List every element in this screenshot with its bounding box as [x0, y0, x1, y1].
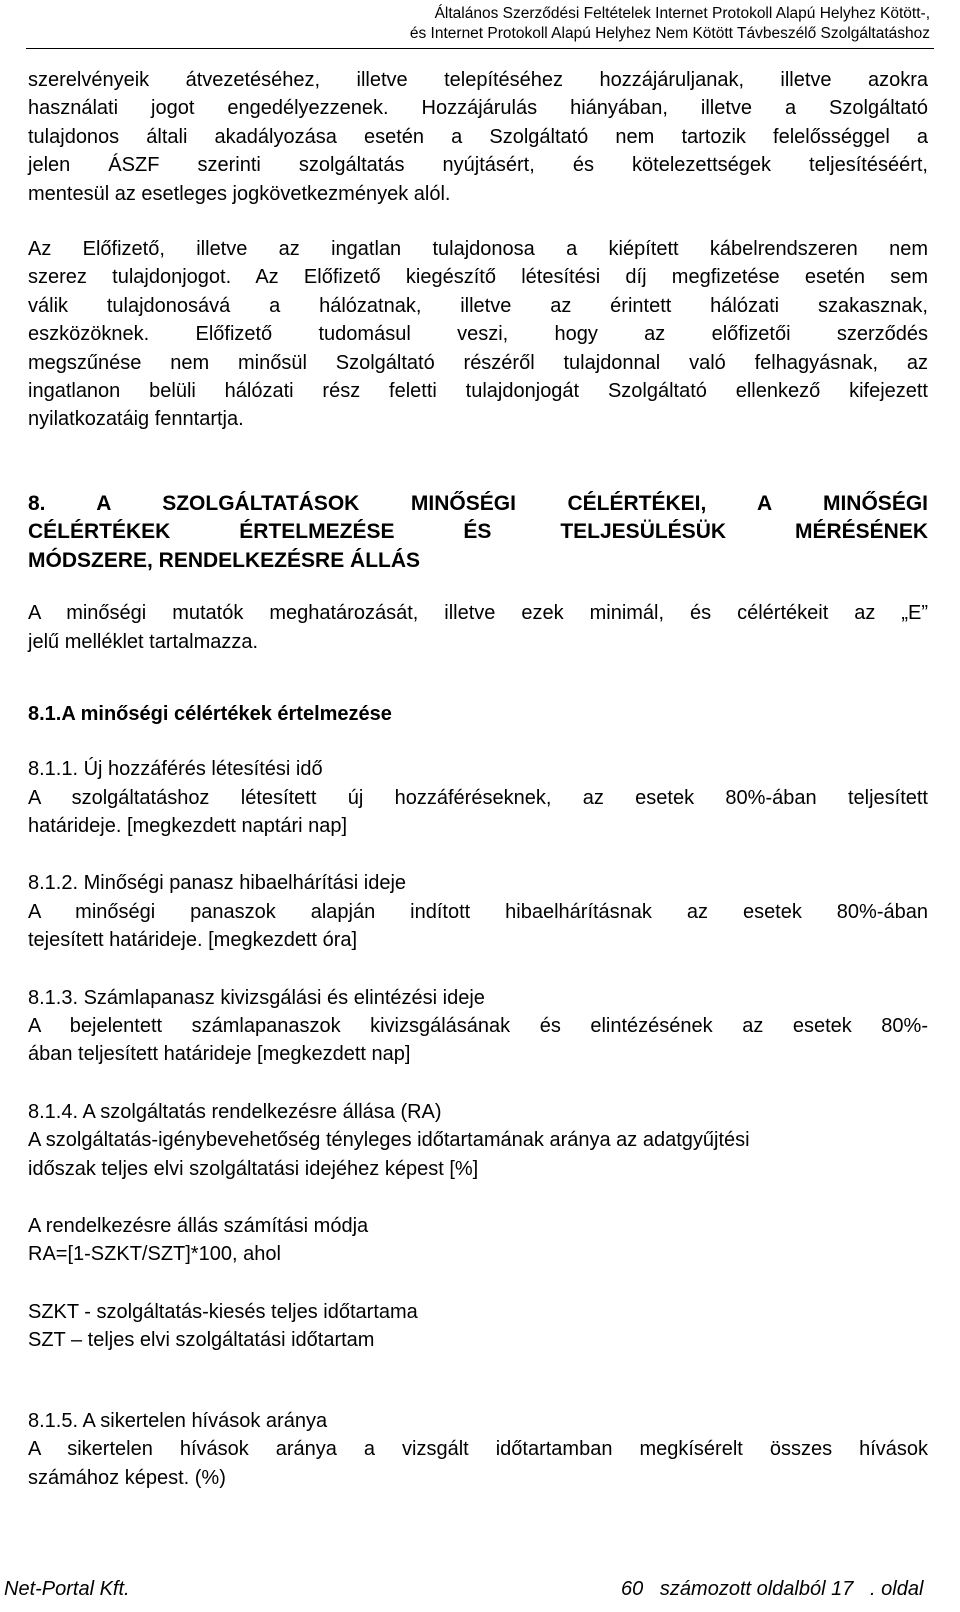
section-8-1-heading: 8.1.A minőségi célértékek értelmezése: [28, 703, 392, 726]
item-8-1-2: [28, 869, 928, 954]
header-divider: [26, 48, 934, 49]
text-line: szerez tulajdonjogot. Az Előfizető kiegészítő létesítési díj megfizetése esetén sem: [28, 266, 928, 289]
text-line: A sikertelen hívások aránya a vizsgált időtartamban megkísérelt összes hívások: [28, 1438, 928, 1461]
item-8-1-1: [28, 755, 928, 840]
item-8-1-3: [28, 984, 928, 1069]
calc-formula: RA=[1-SZKT/SZT]*100, ahol: [28, 1243, 281, 1266]
footer-page-number: 60 számozott oldalból 17 . oldal: [621, 1578, 924, 1600]
item-8-1-4: [28, 1098, 928, 1183]
header-line-1: Általános Szerződési Feltételek Internet Protokoll Alapú Helyhez Kötött-,: [434, 5, 930, 22]
text-line: tejesített határideje. [megkezdett óra]: [28, 929, 358, 952]
text-line: A minőségi panaszok alapján indított hibaelhárításnak az esetek 80%-ában: [28, 900, 928, 923]
text-line: jelű melléklet tartalmazza.: [28, 630, 259, 653]
text-line: A minőségi mutatók meghatározását, illetve ezek minimál, és célértékeit az „E”: [28, 602, 928, 625]
text-line: használati jogot engedélyezzenek. Hozzájárulás hiányában, illetve a Szolgáltató: [28, 97, 928, 120]
text-line: tulajdonos általi akadályozása esetén a Szolgáltató nem tartozik felelősséggel a: [28, 125, 928, 148]
item-title: 8.1.5. A sikertelen hívások aránya: [28, 1409, 328, 1432]
item-title: 8.1.3. Számlapanasz kivizsgálási és elintézési ideje: [28, 986, 485, 1009]
heading-line: 8. A SZOLGÁLTATÁSOK MINŐSÉGI CÉLÉRTÉKEI, A MINŐSÉGI: [28, 491, 928, 515]
item-text: [28, 1435, 928, 1492]
item-title: 8.1.1. Új hozzáférés létesítési idő: [28, 758, 323, 781]
heading-line: MÓDSZERE, RENDELKEZÉSRE ÁLLÁS: [28, 548, 421, 572]
item-title: 8.1.2. Minőségi panasz hibaelhárítási ideje: [28, 872, 407, 895]
text-line: Az Előfizető, illetve az ingatlan tulajdonosa a kiépített kábelrendszeren nem: [28, 238, 928, 261]
item-8-1-5: [28, 1407, 928, 1492]
text-line: határideje. [megkezdett naptári nap]: [28, 815, 348, 837]
item-text: [28, 1012, 928, 1069]
item-text: [28, 1126, 928, 1183]
text-line: eszközöknek. Előfizető tudomásul veszi, hogy az előfizetői szerződés: [28, 323, 928, 346]
calc-title: A rendelkezésre állás számítási módja: [28, 1215, 369, 1238]
item-text: [28, 898, 928, 955]
paragraph-ownership: [28, 235, 928, 434]
text-line: A szolgáltatáshoz létesített új hozzáféréseknek, az esetek 80%-ában teljesített: [28, 786, 928, 809]
text-line: válik tulajdonosává a hálózatnak, illetve az érintett hálózati szakasznak,: [28, 294, 928, 317]
header-line-2: és Internet Protokoll Alapú Helyhez Nem Kötött Távbeszélő Szolgáltatáshoz: [409, 25, 930, 42]
definition-szt: SZT – teljes elvi szolgáltatási időtartam: [28, 1329, 375, 1352]
text-line: ában teljesített határideje [megkezdett nap]: [28, 1043, 411, 1066]
text-line: jelen ÁSZF szerinti szolgáltatás nyújtásért, és kötelezettségek teljesítéséért,: [28, 154, 928, 177]
heading-line: CÉLÉRTÉKEK ÉRTELMEZÉSE ÉS TELJESÜLÉSÜK MÉRÉSÉNEK: [28, 520, 928, 544]
text-line: A szolgáltatás-igénybevehetőség tényleges időtartamának aránya az adatgyűjtési: [28, 1129, 750, 1152]
definitions: [28, 1298, 928, 1355]
document-body: [28, 62, 928, 1492]
section-8-heading: [28, 490, 928, 576]
text-line: ingatlanon belüli hálózati rész feletti tulajdonjogát Szolgáltató ellenkező kifejezett: [28, 380, 928, 403]
text-line: mentesül az esetleges jogkövetkezmények alól.: [28, 182, 451, 205]
text-line: megszűnése nem minősül Szolgáltató részéről tulajdonnal való felhagyásnak, az: [28, 351, 928, 374]
section-8-intro: [28, 599, 928, 656]
page-header: [30, 4, 930, 44]
text-line: nyilatkozatáig fenntartja.: [28, 408, 244, 431]
paragraph-easement: [28, 66, 928, 208]
footer-company: Net-Portal Kft.: [4, 1578, 130, 1600]
text-line: időszak teljes elvi szolgáltatási idejéhez képest [%]: [28, 1157, 479, 1180]
availability-calculation: [28, 1212, 928, 1269]
text-line: A bejelentett számlapanaszok kivizsgálásának és elintézésének az esetek 80%-: [28, 1015, 928, 1038]
definition-szkt: SZKT - szolgáltatás-kiesés teljes időtartama: [28, 1300, 418, 1323]
item-text: [28, 784, 928, 841]
text-line: szerelvényeik átvezetéséhez, illetve telepítéséhez hozzájáruljanak, illetve azokra: [28, 69, 928, 91]
item-title: 8.1.4. A szolgáltatás rendelkezésre állása (RA): [28, 1100, 442, 1123]
text-line: számához képest. (%): [28, 1466, 226, 1489]
